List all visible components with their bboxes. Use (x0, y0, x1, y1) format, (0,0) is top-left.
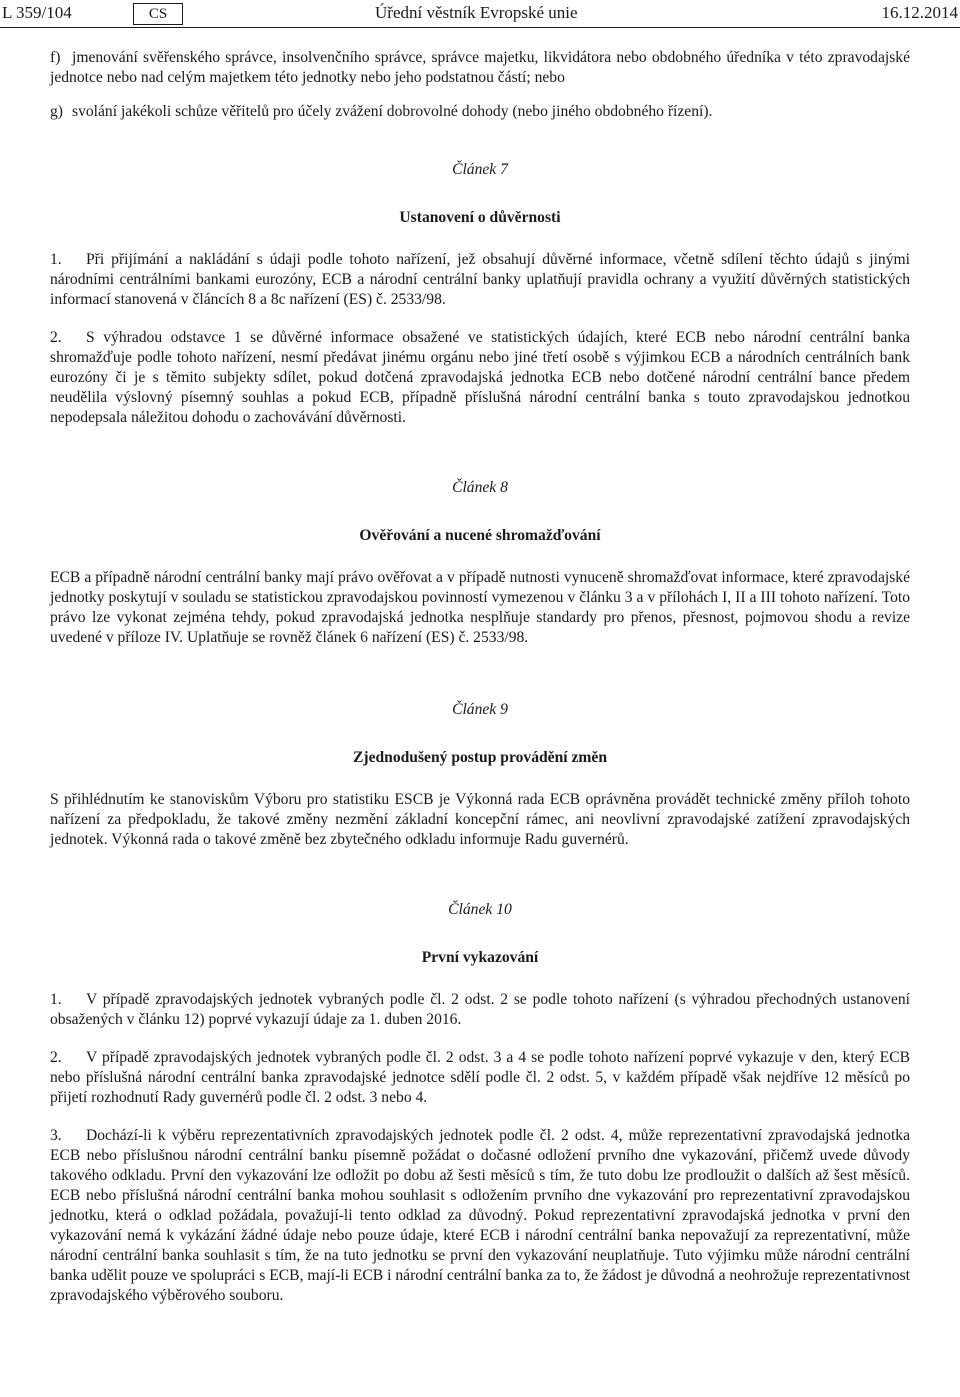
article-9-paragraph (50, 790, 910, 850)
publication-date: 16.12.2014 (881, 3, 958, 22)
paragraph-number: 2. (50, 329, 62, 346)
document-body (50, 48, 910, 1324)
paragraph-text: S přihlédnutím ke stanoviskům Výboru pro statistiku ESCB je Výkonná rada ECB oprávněna provádět technické změny příloh tohoto nařízení za předpokladu, že takové změny nezmění základní koncepční rámec, ani neovlivní zpravodajské zatížení zpravodajských jednotek. Výkonná rada o takové změně bez zbytečného odkladu informuje Radu guvernérů. (50, 791, 910, 848)
paragraph-text: S výhradou odstavce 1 se důvěrné informace obsažené ve statistických údajích, které ECB nebo národní centrální banka shromažďuje podle tohoto nařízení, nesmí předávat jinému orgánu nebo jiné třetí osobě s výjimkou ECB a národních centrálních bank eurozóny či je s těmito subjekty sdílet, pokud dotčená zpravodajská jednotka ECB nebo dotčené národní centrální bance předem neudělila výslovný písemný souhlas a pokud ECB, případně příslušná národní centrální banka s touto zpravodajskou jednotkou nepodepsala náležitou dohodu o zachovávání důvěrnosti. (50, 329, 910, 426)
page-header (0, 0, 960, 30)
article-10-title: První vykazování (421, 949, 539, 966)
article-7-number: Článek 7 (452, 161, 508, 178)
language-badge: CS (133, 3, 183, 25)
list-item-f (50, 48, 910, 88)
article-7-paragraph-2 (50, 328, 910, 428)
paragraph-number: 1. (50, 251, 62, 268)
article-9-number: Článek 9 (452, 701, 508, 718)
paragraph-text: V případě zpravodajských jednotek vybraných podle čl. 2 odst. 2 se podle tohoto nařízení (s výhradou přechodných ustanovení obsažených v článku 12) poprvé vykazují údaje za 1. duben 2016. (50, 991, 910, 1028)
list-item-text: svolání jakékoli schůze věřitelů pro účely zvážení dobrovolné dohody (nebo jiného obdobného řízení). (72, 103, 713, 120)
list-item-g (50, 102, 910, 122)
paragraph-number: 1. (50, 991, 62, 1008)
page-reference: L 359/104 (2, 3, 72, 22)
article-7-paragraph-1 (50, 250, 910, 310)
header-rule (0, 27, 960, 28)
list-item-label: g) (50, 103, 63, 120)
article-9-title: Zjednodušený postup provádění změn (352, 749, 608, 766)
article-10-paragraph-1 (50, 990, 910, 1030)
article-8-title: Ověřování a nucené shromažďování (359, 527, 601, 544)
journal-title: Úřední věstník Evropské unie (375, 3, 578, 22)
article-10-number: Článek 10 (448, 901, 512, 918)
paragraph-text: V případě zpravodajských jednotek vybraných podle čl. 2 odst. 3 a 4 se podle tohoto nařízení poprvé vykazuje v den, který ECB nebo příslušná národní centrální banka zpravodajské jednotce sdělí podle čl. 2 odst. 5, v každém případě však nejdříve 12 měsíců po přijetí rozhodnutí Rady guvernérů podle čl. 2 odst. 3 nebo 4. (50, 1049, 910, 1106)
list-item-label: f) (50, 49, 61, 66)
paragraph-number: 2. (50, 1049, 62, 1066)
article-10-paragraph-2 (50, 1048, 910, 1108)
article-10-paragraph-3 (50, 1126, 910, 1306)
paragraph-text: Dochází-li k výběru reprezentativních zpravodajských jednotek podle čl. 2 odst. 4, může reprezentativní zpravodajská jednotka ECB nebo příslušnou národní centrální banku písemně požádat o dočasné odložení prvního dne vykazování, přičemž uvede důvody takového odkladu. První den vykazování lze odložit po dobu až šesti měsíců s tím, že tuto dobu lze prodloužit o dalších až šest měsíců. ECB nebo příslušná národní centrální banka mohou souhlasit s odložením prvního dne vykazování pro reprezentativní zpravodajskou jednotku, která o odklad požádala, považují-li tento odklad za důvodný. Pokud reprezentativní zpravodajská jednotka v první den vykazování nemá k vykázání žádné údaje nebo pouze údaje, které ECB i národní centrální banka nepovažují za reprezentativní, může národní centrální banka souhlasit s tím, že na tuto jednotku se první den vykazování neuplatňuje. Tuto výjimku může národní centrální banka udělit pouze ve spolupráci s ECB, mají-li ECB i národní centrální banka za to, že žádost je důvodná a neohrožuje reprezentativnost zpravodajského výběrového souboru. (50, 1127, 910, 1304)
article-8-paragraph (50, 568, 910, 648)
article-8-number: Článek 8 (452, 479, 508, 496)
paragraph-text: ECB a případně národní centrální banky mají právo ověřovat a v případě nutnosti vynuceně shromažďovat informace, které zpravodajské jednotky poskytují v souladu se statistickou zpravodajskou povinností vymezenou v článku 3 a v přílohách I, II a III tohoto nařízení. Toto právo lze vykonat zejména tehdy, pokud zpravodajská jednotka nesplňuje standardy pro přenos, přesnost, pojmovou shodu a revize uvedené v příloze IV. Uplatňuje se rovněž článek 6 nařízení (ES) č. 2533/98. (50, 569, 910, 646)
paragraph-number: 3. (50, 1127, 62, 1144)
article-7-title: Ustanovení o důvěrnosti (399, 209, 561, 226)
list-item-text: jmenování svěřenského správce, insolvenčního správce, správce majetku, likvidátora nebo obdobného úředníka v této zpravodajské jednotce nebo nad celým majetkem této jednotky nebo jeho podstatnou částí; nebo (50, 49, 910, 86)
paragraph-text: Při přijímání a nakládání s údaji podle tohoto nařízení, jež obsahují důvěrné informace, včetně sdílení těchto údajů s jinými národními centrálními bankami eurozóny, ECB a národní centrální banky uplatňují pravidla ochrany a využití důvěrných statistických informací stanovená v článcích 8 a 8c nařízení (ES) č. 2533/98. (50, 251, 910, 308)
